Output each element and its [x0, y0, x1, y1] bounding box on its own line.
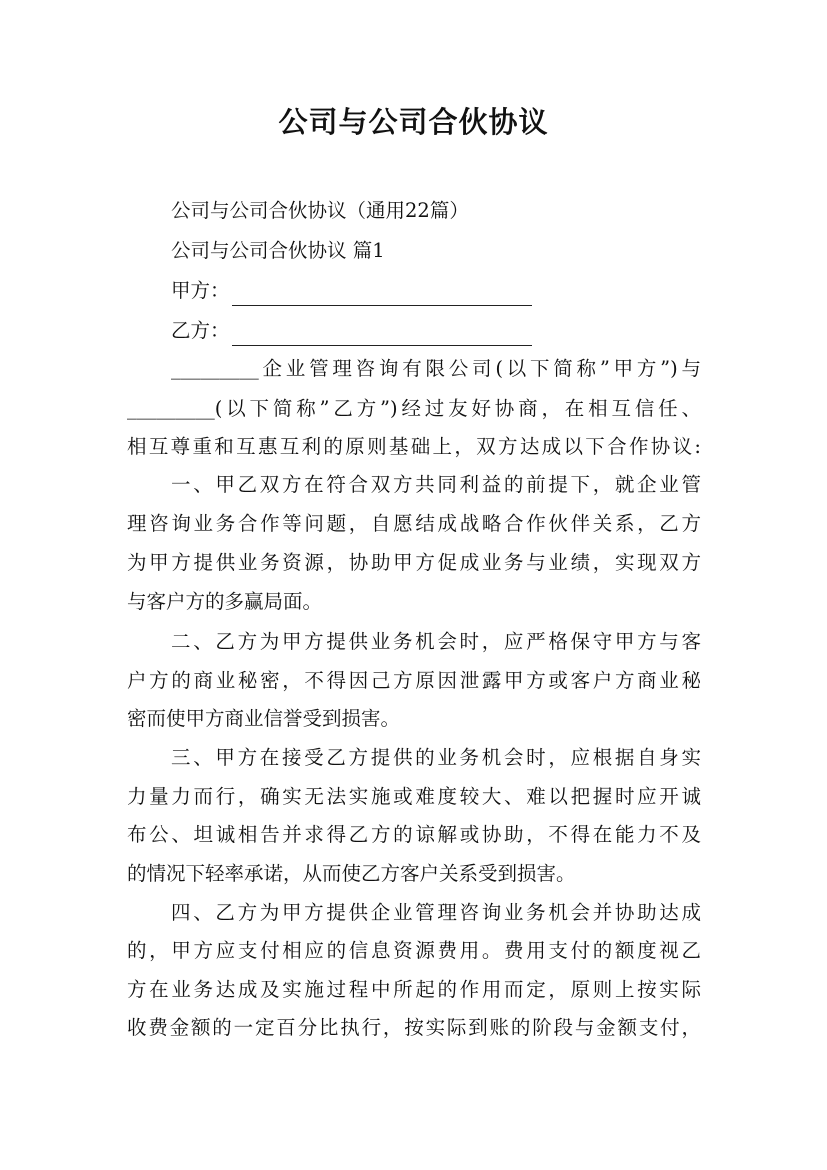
- text-line: 力量力而行，确实无法实施或难度较大、难以把握时应开诚: [127, 785, 701, 808]
- text-line: 理咨询业务合作等问题，自愿结成战略合作伙伴关系，乙方: [127, 512, 701, 535]
- text-line: 为甲方提供业务资源，协助甲方促成业务与业绩，实现双方: [127, 551, 701, 574]
- text-line: 的，甲方应支付相应的信息资源费用。费用支付的额度视乙: [127, 939, 701, 962]
- party-b-blank: [232, 325, 532, 346]
- subtitle-line: 公司与公司合伙协议（通用22篇）: [171, 199, 469, 222]
- text-line: 布公、坦诚相告并求得乙方的谅解或协助，不得在能力不及: [127, 823, 701, 846]
- text-line: _________(以下简称”乙方”)经过友好协商，在相互信任、: [127, 397, 701, 420]
- text-line: 相互尊重和互惠互利的原则基础上，双方达成以下合作协议:: [127, 435, 701, 458]
- text-line: _________企业管理咨询有限公司(以下简称”甲方”)与: [171, 357, 701, 380]
- text-line: 四、乙方为甲方提供企业管理咨询业务机会并协助达成: [171, 901, 701, 924]
- text-line: 方在业务达成及实施过程中所起的作用而定，原则上按实际: [127, 978, 701, 1001]
- party-b-label: 乙方：: [171, 319, 230, 342]
- party-b-line: [171, 316, 701, 346]
- text-line: 户方的商业秘密，不得因己方原因泄露甲方或客户方商业秘: [127, 669, 701, 692]
- party-a-line: [171, 276, 701, 306]
- text-line: 收费金额的一定百分比执行，按实际到账的阶段与金额支付，: [127, 1016, 701, 1039]
- text-line: 二、乙方为甲方提供业务机会时，应严格保守甲方与客: [171, 630, 701, 653]
- section-heading: 公司与公司合伙协议 篇1: [171, 239, 385, 262]
- text-line: 三、甲方在接受乙方提供的业务机会时，应根据自身实: [171, 746, 701, 769]
- text-line: 一、甲乙双方在符合双方共同利益的前提下，就企业管: [171, 473, 701, 496]
- party-a-label: 甲方：: [171, 279, 230, 302]
- party-a-blank: [232, 285, 532, 306]
- text-line: 与客户方的多赢局面。: [127, 590, 323, 613]
- text-line: 密而使甲方商业信誉受到损害。: [127, 707, 401, 730]
- document-title: 公司与公司合伙协议: [278, 105, 549, 139]
- text-line: 的情况下轻率承诺，从而使乙方客户关系受到损害。: [127, 862, 576, 885]
